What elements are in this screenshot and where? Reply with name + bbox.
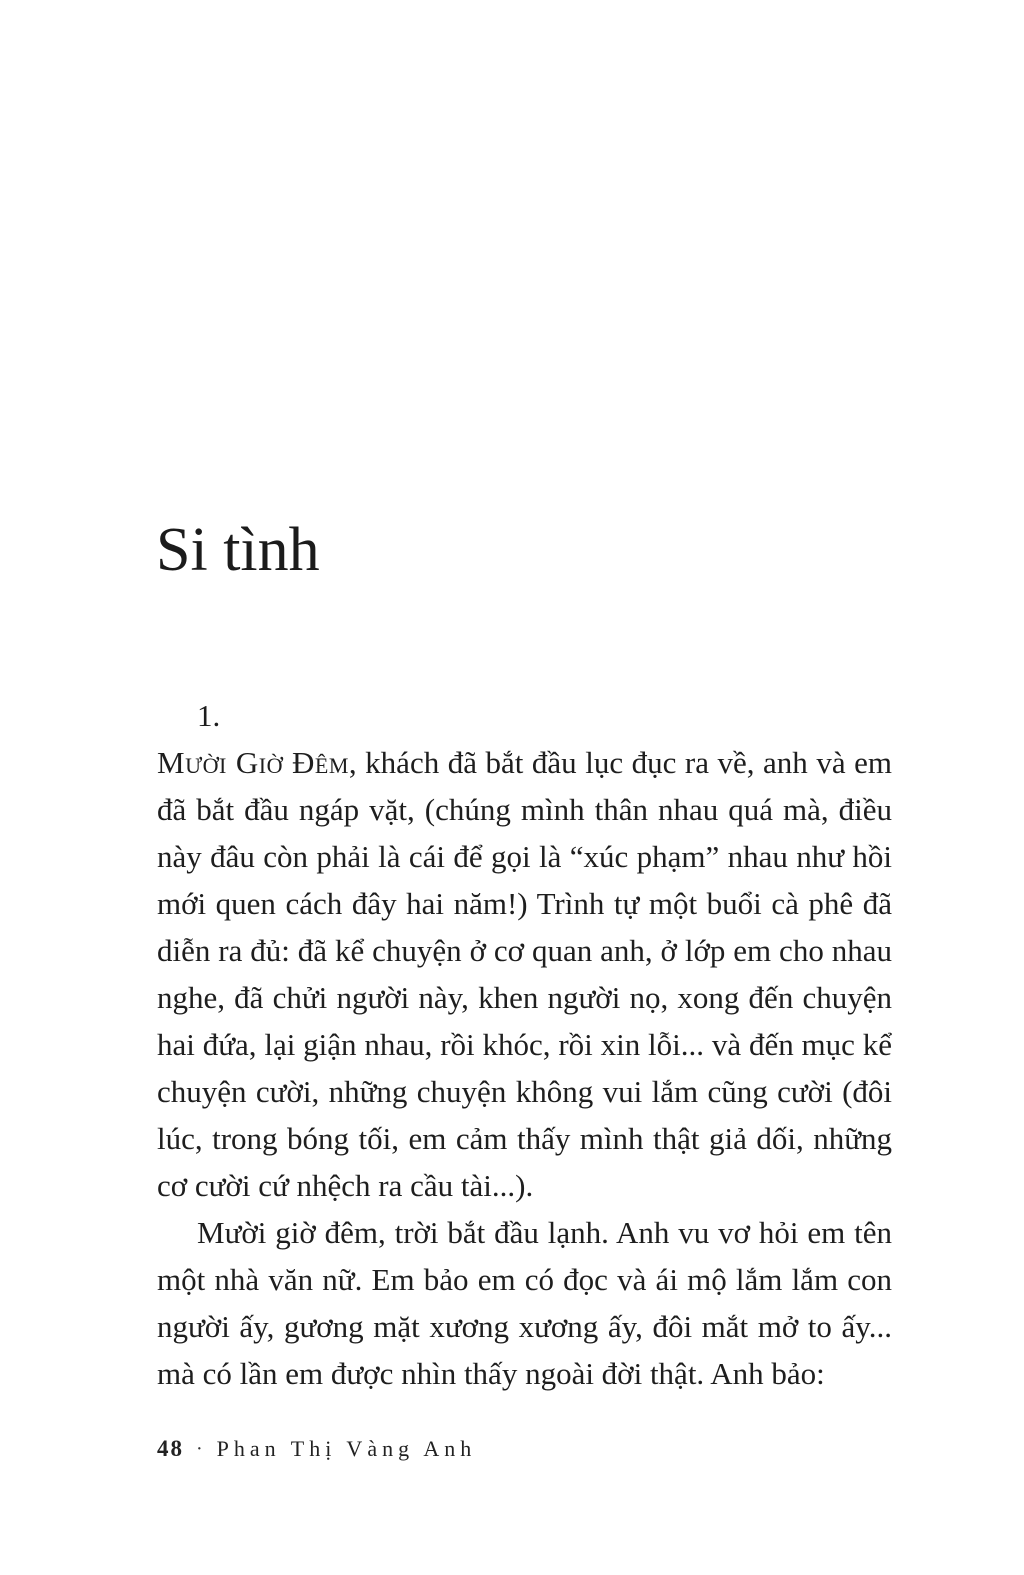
paragraph-text: Mười giờ đêm, trời bắt đầu lạnh. Anh vu vơ hỏi em tên một nhà văn nữ. Em bảo em có đọc và ái mộ lắm lắm con người ấy, gương mặt xương xương ấy, đôi mắt mở to ấy... mà có lần em được nhìn thấy ngoài đời thật. Anh bảo: bbox=[157, 1215, 892, 1391]
footer-separator-dot: · bbox=[196, 1437, 203, 1460]
section-number: 1. bbox=[197, 698, 221, 733]
footer-page-number: 48 bbox=[157, 1436, 184, 1461]
text-column bbox=[157, 692, 892, 1397]
paragraph-text: , khách đã bắt đầu lục đục ra về, anh và em đã bắt đầu ngáp vặt, (chúng mình thân nhau quá mà, điều này đâu còn phải là cái để gọi là “xúc phạm” nhau như hồi mới quen cách đây hai năm!) Trình tự một buổi cà phê đã diễn ra đủ: đã kể chuyện ở cơ quan anh, ở lớp em cho nhau nghe, đã chửi người này, khen người nọ, xong đến chuyện hai đứa, lại giận nhau, rồi khóc, rồi xin lỗi... và đến mục kể chuyện cười, những chuyện không vui lắm cũng cười (đôi lúc, trong bóng tối, em cảm thấy mình thật giả dối, những cơ cười cứ nhệch ra cầu tài...). bbox=[157, 745, 892, 1203]
paragraph bbox=[157, 739, 892, 1209]
paragraph-smallcaps-lead: Mười Giờ Đêm bbox=[157, 745, 349, 780]
page-footer bbox=[157, 1436, 476, 1462]
footer-author-name: Phan Thị Vàng Anh bbox=[216, 1436, 477, 1461]
chapter-title: Si tình bbox=[156, 515, 320, 584]
paragraph bbox=[157, 1209, 892, 1397]
